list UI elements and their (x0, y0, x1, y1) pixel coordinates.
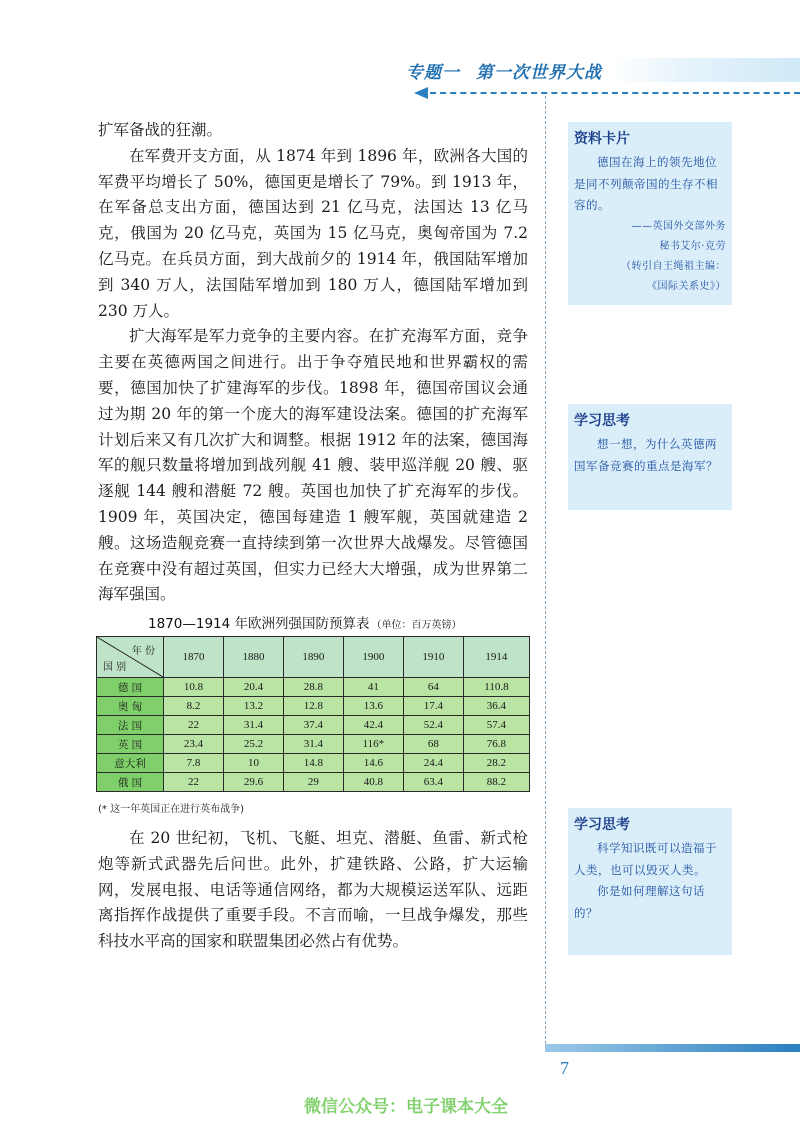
table-cell: 13.6 (343, 697, 403, 716)
table-cell: 17.4 (403, 697, 463, 716)
table-title-text: 1870—1914 年欧洲列强国防预算表 (148, 616, 370, 632)
table-row (97, 716, 530, 735)
country-cell: 英 国 (97, 735, 164, 754)
table-row (97, 697, 530, 716)
table-row (97, 754, 530, 773)
header-decoration-bar (610, 58, 800, 82)
table-cell: 37.4 (283, 716, 343, 735)
table-cell: 25.2 (223, 735, 283, 754)
table-row (97, 735, 530, 754)
sidebar-divider (545, 96, 546, 1044)
table-cell: 22 (164, 716, 224, 735)
study-think-card-1 (568, 404, 732, 510)
table-cell: 57.4 (463, 716, 529, 735)
corner-year-label: 年 份 (131, 646, 155, 657)
table-cell: 116* (343, 735, 403, 754)
table-cell: 31.4 (223, 716, 283, 735)
chapter-title: 第一次世界大战 (476, 63, 602, 83)
chapter-header (406, 58, 616, 84)
table-cell: 40.8 (343, 773, 403, 792)
page-number: 7 (560, 1058, 569, 1078)
table-cell: 28.8 (283, 678, 343, 697)
table-footnote: (* 这一年英国正在进行英布战争) (98, 804, 244, 815)
table-cell: 36.4 (463, 697, 529, 716)
paragraph: 扩军备战的狂潮。 (98, 121, 223, 139)
table-header-row (97, 637, 530, 678)
table-corner-cell (97, 637, 164, 678)
year-header: 1880 (223, 637, 283, 678)
corner-country-label: 国 别 (103, 662, 127, 673)
table-cell: 8.2 (164, 697, 224, 716)
card-source: ——英国外交部外务 (631, 220, 726, 232)
table-cell: 23.4 (164, 735, 224, 754)
year-header: 1900 (343, 637, 403, 678)
paragraph: 扩大海军是军力竞争的主要内容。在扩充海军方面，竞争主要在英德两国之间进行。出于争夺殖民地和世界霸权的需要，德国加快了扩建海军的步伐。1898 年，德国帝国议会通过为期 20 年的第一个庞大的海军建设法案。德国的扩充海军计划后来又有几次扩大和调整。根据 1912 年的法案，德国海军的舰只数量将增加到战列舰 41 艘、装甲巡洋舰 20 艘、驱逐舰 144 艘和潜艇 72 艘。英国也加快了扩充海军的步伐。1909 年，英国决定，德国每建造 1 艘军舰，英国就建造 2 艘。这场造舰竞赛一直持续到第一次世界大战爆发。尽管德国在竞赛中没有超过英国，但实力已经大大增强，成为世界第二海军强国。 (98, 327, 528, 604)
table-cell: 14.6 (343, 754, 403, 773)
table-cell: 76.8 (463, 735, 529, 754)
table-cell: 7.8 (164, 754, 224, 773)
table-cell: 88.2 (463, 773, 529, 792)
table-cell: 31.4 (283, 735, 343, 754)
card-text: 想一想，为什么英德两国军备竞赛的重点是海军？ (574, 437, 718, 473)
defense-budget-table (96, 636, 530, 792)
table-cell: 52.4 (403, 716, 463, 735)
card-text: 科学知识既可以造福于人类，也可以毁灭人类。 (574, 841, 717, 877)
country-cell: 德 国 (97, 678, 164, 697)
card-title: 学习思考 (574, 413, 630, 429)
table-cell: 14.8 (283, 754, 343, 773)
table-unit: （单位：百万英镑） (371, 620, 462, 631)
info-card-material (568, 122, 732, 305)
table-cell: 22 (164, 773, 224, 792)
table-cell: 64 (403, 678, 463, 697)
table-cell: 68 (403, 735, 463, 754)
card-text: 德国在海上的领先地位是同不列颠帝国的生存不相容的。 (574, 155, 718, 212)
header-dashed-rule (430, 92, 800, 94)
country-cell: 法 国 (97, 716, 164, 735)
table-title (148, 612, 548, 632)
table-cell: 63.4 (403, 773, 463, 792)
year-header: 1914 (463, 637, 529, 678)
paragraph: 在 20 世纪初，飞机、飞艇、坦克、潜艇、鱼雷、新式枪炮等新式武器先后问世。此外，扩建铁路、公路，扩大运输网，发展电报、电话等通信网络，都为大规模运送军队、远距离指挥作战提供了重要手段。不言而喻，一旦战争爆发，那些科技水平高的国家和联盟集团必然占有优势。 (98, 829, 528, 951)
table-cell: 28.2 (463, 754, 529, 773)
country-cell: 意大利 (97, 754, 164, 773)
table-row (97, 678, 530, 697)
table-cell: 10.8 (164, 678, 224, 697)
country-cell: 俄 国 (97, 773, 164, 792)
study-think-card-2 (568, 808, 732, 955)
card-source: 《国际关系史》） (647, 280, 726, 292)
card-title: 资料卡片 (574, 131, 630, 147)
table-cell: 29 (283, 773, 343, 792)
main-text-upper (98, 118, 528, 608)
table-cell: 20.4 (223, 678, 283, 697)
year-header: 1870 (164, 637, 224, 678)
table-cell: 10 (223, 754, 283, 773)
year-header: 1890 (283, 637, 343, 678)
table-cell: 12.8 (283, 697, 343, 716)
table-row (97, 773, 530, 792)
table-cell: 41 (343, 678, 403, 697)
table-cell: 13.2 (223, 697, 283, 716)
chapter-label: 专题一 (406, 63, 460, 83)
arrow-left-icon (414, 87, 428, 99)
year-header: 1910 (403, 637, 463, 678)
card-source: 秘书艾尔·克劳 (659, 240, 726, 252)
table-cell: 24.4 (403, 754, 463, 773)
card-text: 你是如何理解这句话的？ (574, 884, 705, 920)
table-cell: 110.8 (463, 678, 529, 697)
table-cell: 29.6 (223, 773, 283, 792)
country-cell: 奥 匈 (97, 697, 164, 716)
watermark: 微信公众号：电子课本大全 (304, 1097, 508, 1117)
table-cell: 42.4 (343, 716, 403, 735)
card-title: 学习思考 (574, 817, 630, 833)
main-text-lower (98, 826, 528, 955)
footer-bar (545, 1044, 800, 1052)
card-source: （转引自王绳祖主编： (621, 260, 726, 272)
paragraph: 在军费开支方面，从 1874 年到 1896 年，欧洲各大国的军费平均增长了 50%，德国更是增长了 79%。到 1913 年，在军备总支出方面，德国达到 21 亿马克，法国达 13 亿马克，俄国为 20 亿马克，英国为 15 亿马克，奥匈帝国为 7.2 亿马克。在兵员方面，到大战前夕的 1914 年，俄国陆军增加到 340 万人，法国陆军增加到 180 万人，德国陆军增加到 230 万人。 (98, 146, 528, 320)
